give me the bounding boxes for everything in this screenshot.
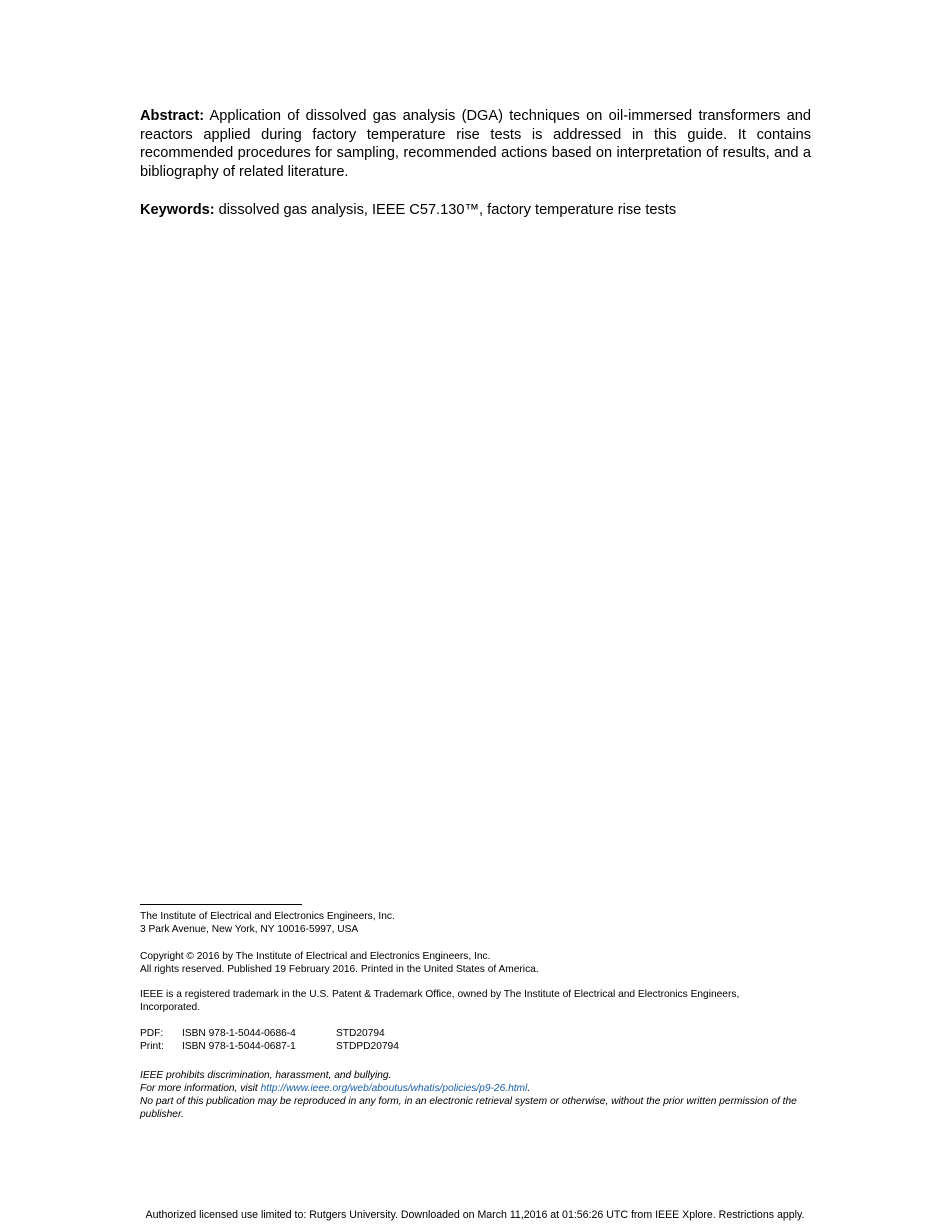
isbn-number: ISBN 978-1-5044-0686-4 — [182, 1028, 296, 1039]
policy-more-info — [140, 1082, 816, 1095]
publisher-address: 3 Park Avenue, New York, NY 10016-5997, USA — [140, 924, 359, 935]
reproduction-notice: No part of this publication may be reproduced in any form, in an electronic retrieval system or otherwise, without the prior written permission of the publisher. — [140, 1096, 797, 1120]
isbn-row-pdf — [140, 1027, 399, 1040]
isbn-row-print — [140, 1040, 399, 1053]
trademark-text: IEEE is a registered trademark in the U.S. Patent & Trademark Office, owned by The Institute of Electrical and Electronics Engineers, Incorporated. — [140, 989, 740, 1013]
policy-link[interactable]: http://www.ieee.org/web/aboutus/whatis/policies/p9-26.html — [260, 1083, 528, 1094]
policy-more-info-suffix: . — [527, 1083, 531, 1094]
keywords-text: dissolved gas analysis, IEEE C57.130™, factory temperature rise tests — [214, 202, 677, 218]
abstract-text: Application of dissolved gas analysis (DGA) techniques on oil-immersed transformers and reactors applied during factory temperature rise tests is addressed in this guide. It contains recommended procedures for sampling, recommended actions based on interpretation of results, and a bibliography of related literature. — [140, 108, 811, 180]
copyright-block — [140, 950, 816, 976]
isbn-code: STDPD20794 — [336, 1041, 399, 1052]
isbn-format: Print: — [140, 1041, 164, 1052]
isbn-code: STD20794 — [336, 1028, 385, 1039]
abstract-paragraph — [140, 107, 811, 181]
trademark-block — [140, 988, 790, 1014]
footnote-divider — [140, 904, 302, 905]
copyright-line-1: Copyright © 2016 by The Institute of Electrical and Electronics Engineers, Inc. — [140, 951, 491, 962]
policy-more-info-prefix: For more information, visit — [140, 1083, 261, 1094]
publisher-name: The Institute of Electrical and Electronics Engineers, Inc. — [140, 911, 395, 922]
abstract-label: Abstract: — [140, 108, 205, 124]
isbn-table — [140, 1027, 399, 1053]
policy-statement: IEEE prohibits discrimination, harassment, and bullying. — [140, 1070, 392, 1081]
keywords-label: Keywords: — [140, 202, 215, 218]
policy-block — [140, 1069, 816, 1121]
license-footer: Authorized licensed use limited to: Rutgers University. Downloaded on March 11,2016 at 01:56:26 UTC from IEEE Xplore. Restrictions apply. — [145, 1209, 805, 1221]
isbn-format: PDF: — [140, 1028, 164, 1039]
keywords-paragraph — [140, 201, 811, 220]
publisher-block — [140, 910, 816, 936]
isbn-number: ISBN 978-1-5044-0687-1 — [182, 1041, 296, 1052]
copyright-line-2: All rights reserved. Published 19 February 2016. Printed in the United States of America. — [140, 964, 539, 975]
